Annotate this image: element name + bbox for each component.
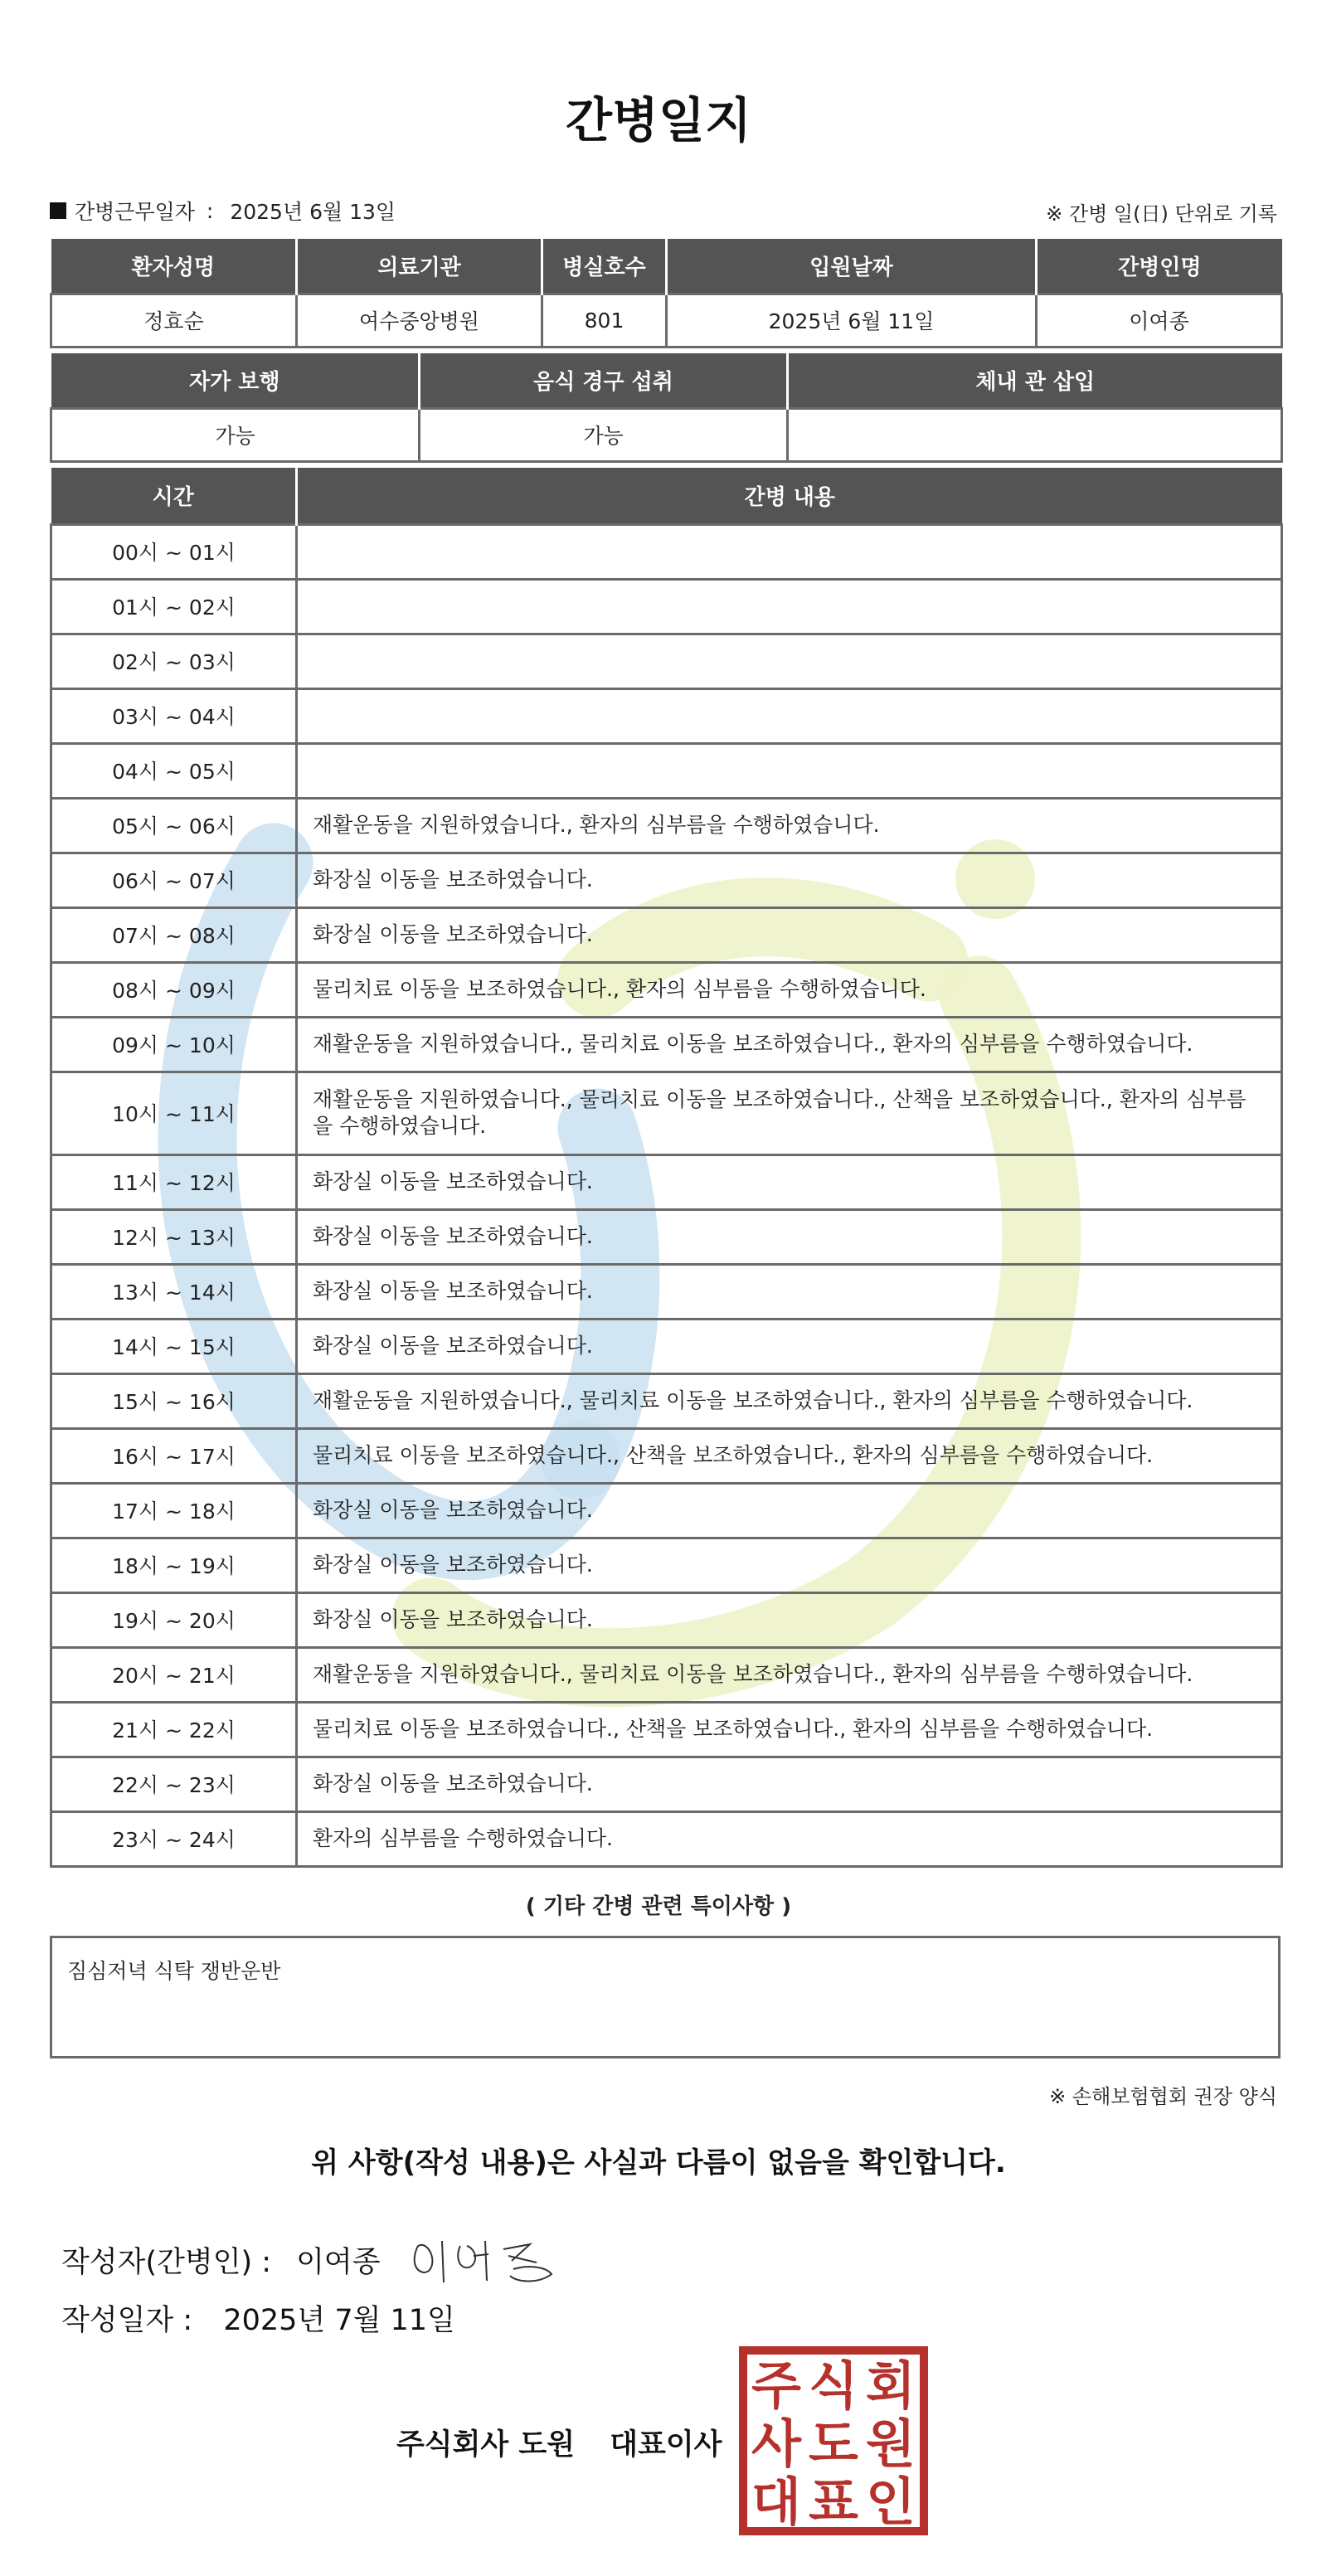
time-cell: 18시 ~ 19시 (51, 1538, 297, 1592)
table-row (51, 1483, 1282, 1538)
time-cell: 06시 ~ 07시 (51, 853, 297, 907)
writer-line (61, 2231, 571, 2289)
writer-label: 작성자(간병인) : (61, 2246, 272, 2279)
content-cell: 화장실 이동을 보조하였습니다. (297, 1209, 1282, 1264)
written-date-value: 2025년 7월 11일 (223, 2304, 455, 2337)
duty-label: 간병근무일자 (75, 200, 195, 224)
table-row (51, 1209, 1282, 1264)
header-patient-name: 환자성명 (51, 239, 297, 294)
content-cell: 화장실 이동을 보조하였습니다. (297, 1154, 1282, 1209)
time-cell: 15시 ~ 16시 (51, 1373, 297, 1428)
svg-text:원: 원 (866, 2413, 916, 2474)
content-cell: 물리치료 이동을 보조하였습니다., 산책을 보조하였습니다., 환자의 심부름을 수행하였습니다. (297, 1702, 1282, 1757)
company-role: 대표이사 (610, 2428, 722, 2462)
time-cell: 13시 ~ 14시 (51, 1264, 297, 1319)
content-cell: 화장실 이동을 보조하였습니다. (297, 1319, 1282, 1373)
time-cell: 20시 ~ 21시 (51, 1647, 297, 1702)
time-cell: 07시 ~ 08시 (51, 907, 297, 962)
status-info-table (50, 353, 1283, 463)
table-row (51, 962, 1282, 1017)
svg-text:식: 식 (809, 2355, 858, 2416)
patient-name: 정효순 (51, 294, 297, 347)
duty-date: 2025년 6월 13일 (230, 200, 396, 224)
svg-text:표: 표 (809, 2472, 858, 2532)
svg-text:대: 대 (751, 2472, 801, 2532)
patient-info-table (50, 239, 1283, 348)
record-note: ※ 간병 일(日) 단위로 기록 (1046, 202, 1277, 226)
svg-text:주: 주 (751, 2355, 801, 2416)
content-cell (297, 524, 1282, 579)
time-cell: 10시 ~ 11시 (51, 1072, 297, 1154)
header-self-walking: 자가 보행 (51, 353, 420, 408)
oral-intake-value: 가능 (420, 408, 788, 461)
table-row (51, 524, 1282, 579)
duty-date-line (50, 196, 396, 226)
hospital-name: 여수중앙병원 (297, 294, 542, 347)
time-cell: 02시 ~ 03시 (51, 634, 297, 688)
admission-date: 2025년 6월 11일 (667, 294, 1037, 347)
content-cell: 화장실 이동을 보조하였습니다. (297, 853, 1282, 907)
time-cell: 05시 ~ 06시 (51, 798, 297, 853)
care-log-table (50, 468, 1283, 1868)
time-cell: 04시 ~ 05시 (51, 743, 297, 798)
status-info-header-row (51, 353, 1282, 408)
table-row (51, 1319, 1282, 1373)
table-row (51, 688, 1282, 743)
table-row (51, 1017, 1282, 1072)
time-cell: 12시 ~ 13시 (51, 1209, 297, 1264)
table-row (51, 907, 1282, 962)
svg-text:인: 인 (866, 2472, 916, 2532)
header-oral-intake: 음식 경구 섭취 (420, 353, 788, 408)
header-caregiver: 간병인명 (1037, 239, 1282, 294)
header-room: 병실호수 (542, 239, 667, 294)
time-cell: 00시 ~ 01시 (51, 524, 297, 579)
table-row (51, 1264, 1282, 1319)
time-cell: 01시 ~ 02시 (51, 579, 297, 634)
content-cell: 화장실 이동을 보조하였습니다. (297, 907, 1282, 962)
writer-name: 이여종 (296, 2246, 381, 2279)
table-row (51, 579, 1282, 634)
tube-insertion-value (788, 408, 1282, 461)
company-line (396, 2422, 722, 2463)
confirmation-statement: 위 사항(작성 내용)은 사실과 다름이 없음을 확인합니다. (311, 2146, 1006, 2180)
content-cell: 물리치료 이동을 보조하였습니다., 환자의 심부름을 수행하였습니다. (297, 962, 1282, 1017)
content-cell: 화장실 이동을 보조하였습니다. (297, 1483, 1282, 1538)
table-row (51, 1592, 1282, 1647)
header-time: 시간 (51, 468, 297, 524)
time-cell: 08시 ~ 09시 (51, 962, 297, 1017)
svg-text:회: 회 (866, 2355, 916, 2416)
header-admission-date: 입원날짜 (667, 239, 1037, 294)
company-seal-stamp (738, 2345, 929, 2536)
content-cell: 화장실 이동을 보조하였습니다. (297, 1538, 1282, 1592)
table-row (51, 1647, 1282, 1702)
time-cell: 17시 ~ 18시 (51, 1483, 297, 1538)
content-cell: 재활운동을 지원하였습니다., 물리치료 이동을 보조하였습니다., 환자의 심부름을 수행하였습니다. (297, 1373, 1282, 1428)
special-notes-content: 짐심저녁 식탁 쟁반운반 (67, 1959, 281, 1983)
time-cell: 21시 ~ 22시 (51, 1702, 297, 1757)
special-notes-box (50, 1936, 1281, 2058)
association-note: ※ 손해보험협회 권장 양식 (1049, 2085, 1277, 2108)
duty-colon: : (206, 198, 214, 223)
room-number: 801 (542, 294, 667, 347)
special-notes-title: ( 기타 간병 관련 특이사항 ) (525, 1894, 792, 1919)
time-cell: 03시 ~ 04시 (51, 688, 297, 743)
table-row (51, 1428, 1282, 1483)
care-log-header-row (51, 468, 1282, 524)
content-cell: 재활운동을 지원하였습니다., 환자의 심부름을 수행하였습니다. (297, 798, 1282, 853)
time-cell: 11시 ~ 12시 (51, 1154, 297, 1209)
header-hospital: 의료기관 (297, 239, 542, 294)
time-cell: 19시 ~ 20시 (51, 1592, 297, 1647)
content-cell: 재활운동을 지원하였습니다., 물리치료 이동을 보조하였습니다., 산책을 보조하였습니다., 환자의 심부름을 수행하였습니다. (297, 1072, 1282, 1154)
caregiver-name: 이여종 (1037, 294, 1282, 347)
table-row (51, 743, 1282, 798)
svg-text:사: 사 (751, 2413, 801, 2474)
header-care-content: 간병 내용 (297, 468, 1282, 524)
time-cell: 14시 ~ 15시 (51, 1319, 297, 1373)
table-row (51, 1811, 1282, 1866)
content-cell (297, 688, 1282, 743)
time-cell: 23시 ~ 24시 (51, 1811, 297, 1866)
self-walking-value: 가능 (51, 408, 420, 461)
document-title: 간병일지 (565, 92, 752, 148)
patient-info-value-row (51, 294, 1282, 347)
content-cell (297, 743, 1282, 798)
time-cell: 09시 ~ 10시 (51, 1017, 297, 1072)
content-cell: 화장실 이동을 보조하였습니다. (297, 1592, 1282, 1647)
company-name: 주식회사 도원 (396, 2428, 576, 2462)
content-cell: 환자의 심부름을 수행하였습니다. (297, 1811, 1282, 1866)
content-cell (297, 579, 1282, 634)
table-row (51, 1757, 1282, 1811)
square-bullet-icon (50, 202, 66, 219)
table-row (51, 1373, 1282, 1428)
content-cell: 재활운동을 지원하였습니다., 물리치료 이동을 보조하였습니다., 환자의 심부름을 수행하였습니다. (297, 1647, 1282, 1702)
time-cell: 22시 ~ 23시 (51, 1757, 297, 1811)
header-tube-insertion: 체내 관 삽입 (788, 353, 1282, 408)
table-row (51, 1702, 1282, 1757)
table-row (51, 1538, 1282, 1592)
content-cell: 화장실 이동을 보조하였습니다. (297, 1264, 1282, 1319)
svg-text:도: 도 (809, 2413, 858, 2474)
written-date-label: 작성일자 : (61, 2304, 193, 2337)
time-cell: 16시 ~ 17시 (51, 1428, 297, 1483)
table-row (51, 798, 1282, 853)
patient-info-header-row (51, 239, 1282, 294)
table-row (51, 1072, 1282, 1154)
content-cell (297, 634, 1282, 688)
handwritten-signature (406, 2231, 571, 2289)
status-info-value-row (51, 408, 1282, 461)
written-date-line (61, 2297, 455, 2339)
table-row (51, 634, 1282, 688)
content-cell: 화장실 이동을 보조하였습니다. (297, 1757, 1282, 1811)
table-row (51, 853, 1282, 907)
content-cell: 물리치료 이동을 보조하였습니다., 산책을 보조하였습니다., 환자의 심부름을 수행하였습니다. (297, 1428, 1282, 1483)
content-cell: 재활운동을 지원하였습니다., 물리치료 이동을 보조하였습니다., 환자의 심부름을 수행하였습니다. (297, 1017, 1282, 1072)
table-row (51, 1154, 1282, 1209)
